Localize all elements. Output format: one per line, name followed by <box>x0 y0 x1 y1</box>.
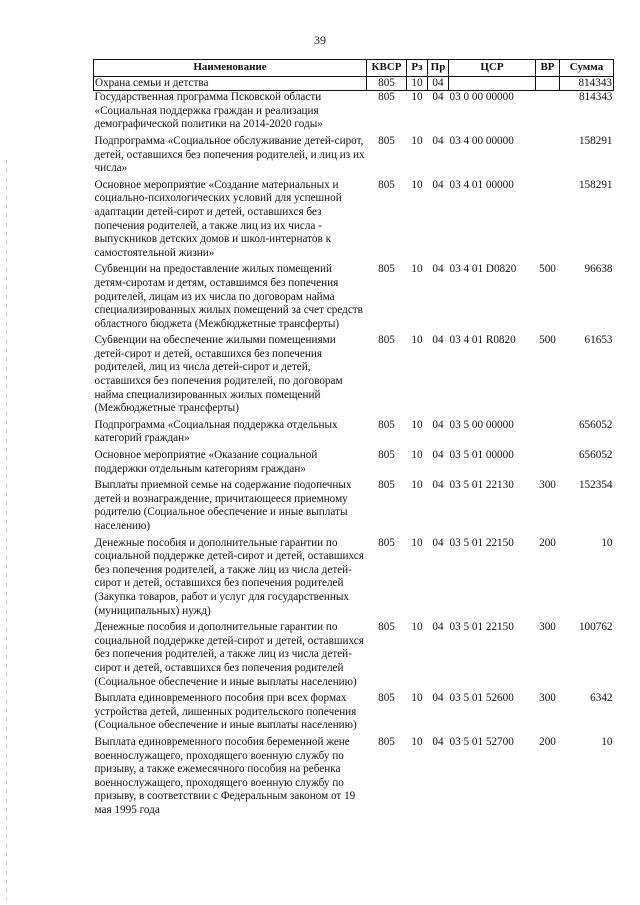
table-row <box>94 91 614 135</box>
cell-vr <box>536 135 560 179</box>
cell-kvsr: 805 <box>378 334 395 347</box>
cell-csr: 03 5 00 00000 <box>449 418 514 431</box>
cell-sum: 6342 <box>590 692 613 705</box>
cell-csr: 03 5 01 22130 <box>449 479 514 492</box>
cell-csr: 03 4 01 00000 <box>449 178 514 191</box>
cell-name: Выплата единовременного пособия при всех формах устройства детей, лишенных родительского попечения (Социальное обеспечение и иные выплаты населению) <box>94 692 357 732</box>
header-rz: Рз <box>407 60 428 77</box>
cell-kvsr: 805 <box>378 735 395 748</box>
cell-kvsr: 805 <box>378 449 395 462</box>
cell-rz: 10 <box>411 418 423 431</box>
cell-csr: 03 5 01 52600 <box>449 692 514 705</box>
table-row <box>94 537 614 622</box>
cell-sum: 152354 <box>578 479 613 492</box>
cell-sum: 100762 <box>578 621 613 634</box>
cell-sum: 656052 <box>578 418 613 431</box>
cell-name: Денежные пособия и дополнительные гарантии по социальной поддержке детей-сирот и детей, оставшихся без попечения родителей, а также лиц из числа детей-сирот и детей, оставшихся без попечения родителей (Социальное обеспечение и иные выплаты населению) <box>94 621 364 688</box>
table-row <box>94 419 614 449</box>
cell-pr: 04 <box>432 692 444 705</box>
cell-vr: 500 <box>539 334 556 347</box>
cell-csr <box>449 76 536 91</box>
cell-csr: 03 5 01 22150 <box>449 536 514 549</box>
cell-rz: 10 <box>411 735 423 748</box>
cell-pr: 04 <box>432 418 444 431</box>
cell-rz: 10 <box>407 76 428 91</box>
cell-csr: 03 5 01 52700 <box>449 735 514 748</box>
cell-vr <box>536 419 560 449</box>
cell-rz: 10 <box>411 479 423 492</box>
cell-csr: 03 4 01 R0820 <box>449 334 516 347</box>
table-row <box>94 736 614 821</box>
cell-name: Субвенции на предоставление жилых помещений детям-сиротам и детям, оставшимся без попечения родителей, лицам из их числа по договорам найма специализированных жилых помещений за счет средств областного бюджета (Межбюджетные трансферты) <box>94 263 363 330</box>
cell-rz: 10 <box>411 134 423 147</box>
cell-pr: 04 <box>432 334 444 347</box>
table-header-row <box>94 60 614 77</box>
cell-vr: 200 <box>539 536 556 549</box>
cell-rz: 10 <box>411 178 423 191</box>
table-row <box>94 263 614 334</box>
cell-rz: 10 <box>411 449 423 462</box>
cell-sum: 814343 <box>578 91 613 104</box>
cell-sum: 656052 <box>578 449 613 462</box>
cell-pr: 04 <box>432 449 444 462</box>
cell-vr: 500 <box>539 263 556 276</box>
cell-sum: 10 <box>601 735 613 748</box>
table-row <box>94 449 614 479</box>
header-sum: Сумма <box>560 60 614 77</box>
cell-csr: 03 4 00 00000 <box>449 134 514 147</box>
cell-kvsr: 805 <box>378 91 395 104</box>
cell-rz: 10 <box>411 334 423 347</box>
page-number: 39 <box>314 33 326 47</box>
cell-sum: 158291 <box>578 134 613 147</box>
cell-pr: 04 <box>428 76 449 91</box>
cell-name: Выплата единовременного пособия беременной жене военнослужащего, проходящего военную службу по призыву, а также ежемесячного пособия на ребенка военнослужащего, проходящего военную службу по призыву, в соответствии с Федеральным законом от 19 мая 1995 года <box>94 735 356 816</box>
cell-name: Государственная программа Псковской области «Социальная поддержка граждан и реализация демографической политики на 2014-2020 годы» <box>94 91 323 131</box>
cell-sum: 96638 <box>584 263 613 276</box>
table-row <box>94 135 614 179</box>
cell-pr: 04 <box>432 263 444 276</box>
budget-table <box>93 59 614 820</box>
table-row <box>94 334 614 419</box>
header-pr: Пр <box>428 60 449 77</box>
cell-vr <box>536 449 560 479</box>
cell-csr: 03 5 01 22150 <box>449 621 514 634</box>
cell-vr: 200 <box>539 735 556 748</box>
cell-kvsr: 805 <box>378 621 395 634</box>
cell-rz: 10 <box>411 692 423 705</box>
cell-sum: 10 <box>601 536 613 549</box>
table-row <box>94 76 614 91</box>
cell-vr: 300 <box>539 621 556 634</box>
cell-vr <box>536 76 560 91</box>
cell-csr: 03 5 01 00000 <box>449 449 514 462</box>
cell-kvsr: 805 <box>378 418 395 431</box>
cell-rz: 10 <box>411 621 423 634</box>
cell-name: Выплаты приемной семье на содержание подопечных детей и вознаграждение, причитающееся приемному родителю (Социальное обеспечение и иные выплаты населению) <box>94 479 352 532</box>
cell-kvsr: 805 <box>378 178 395 191</box>
cell-pr: 04 <box>432 134 444 147</box>
cell-vr <box>536 91 560 135</box>
header-vr: ВР <box>536 60 560 77</box>
header-name: Наименование <box>94 60 367 77</box>
cell-sum: 61653 <box>584 334 613 347</box>
cell-kvsr: 805 <box>378 134 395 147</box>
cell-name: Охрана семьи и детства <box>94 76 367 91</box>
cell-vr: 300 <box>539 479 556 492</box>
table-row <box>94 692 614 736</box>
cell-csr: 03 0 00 00000 <box>449 91 514 104</box>
cell-sum: 814343 <box>560 76 614 91</box>
table-row <box>94 479 614 536</box>
cell-sum: 158291 <box>578 178 613 191</box>
cell-csr: 03 4 01 D0820 <box>449 263 517 276</box>
cell-pr: 04 <box>432 621 444 634</box>
cell-rz: 10 <box>411 91 423 104</box>
cell-name: Денежные пособия и дополнительные гарантии по социальной поддержке детей-сирот и детей, оставшихся без попечения родителей, а также лиц из числа детей-сирот и детей, оставшихся без попечения родителей (Закупка товаров, работ и услуг для государственных (муниципальных) нужд) <box>94 536 364 617</box>
cell-kvsr: 805 <box>367 76 407 91</box>
header-csr: ЦСР <box>449 60 536 77</box>
cell-name: Подпрограмма «Социальная поддержка отдельных категорий граждан» <box>94 418 338 445</box>
header-kvsr: КВСР <box>367 60 407 77</box>
scan-edge-artifact <box>6 160 7 900</box>
cell-kvsr: 805 <box>378 692 395 705</box>
cell-rz: 10 <box>411 263 423 276</box>
cell-name: Субвенции на обеспечение жилыми помещениями детей-сирот и детей, оставшихся без попечения родителей, лиц из числа детей-сирот и детей, оставшихся без попечения родителей, по договорам найма специализированных жилых помещений (Межбюджетные трансферты) <box>94 334 343 415</box>
cell-name: Подпрограмма «Социальное обслуживание детей-сирот, детей, оставшихся без попечения родителей, и лиц из их числа» <box>94 134 365 175</box>
cell-pr: 04 <box>432 735 444 748</box>
cell-vr: 300 <box>539 692 556 705</box>
cell-kvsr: 805 <box>378 536 395 549</box>
table-row <box>94 621 614 692</box>
cell-pr: 04 <box>432 91 444 104</box>
cell-name: Основное мероприятие «Создание материальных и социально-психологических условий для успешной адаптации детей-сирот и детей, оставшихся без попечения родителей, а также лиц из их числа - выпускников детских домов и школ-интернатов к самостоятельной жизни» <box>94 178 342 259</box>
cell-kvsr: 805 <box>378 263 395 276</box>
cell-rz: 10 <box>411 536 423 549</box>
cell-pr: 04 <box>432 536 444 549</box>
cell-vr <box>536 179 560 264</box>
cell-pr: 04 <box>432 178 444 191</box>
table-row <box>94 179 614 264</box>
cell-pr: 04 <box>432 479 444 492</box>
cell-kvsr: 805 <box>378 479 395 492</box>
cell-name: Основное мероприятие «Оказание социальной поддержки отдельным категориям граждан» <box>94 449 318 475</box>
